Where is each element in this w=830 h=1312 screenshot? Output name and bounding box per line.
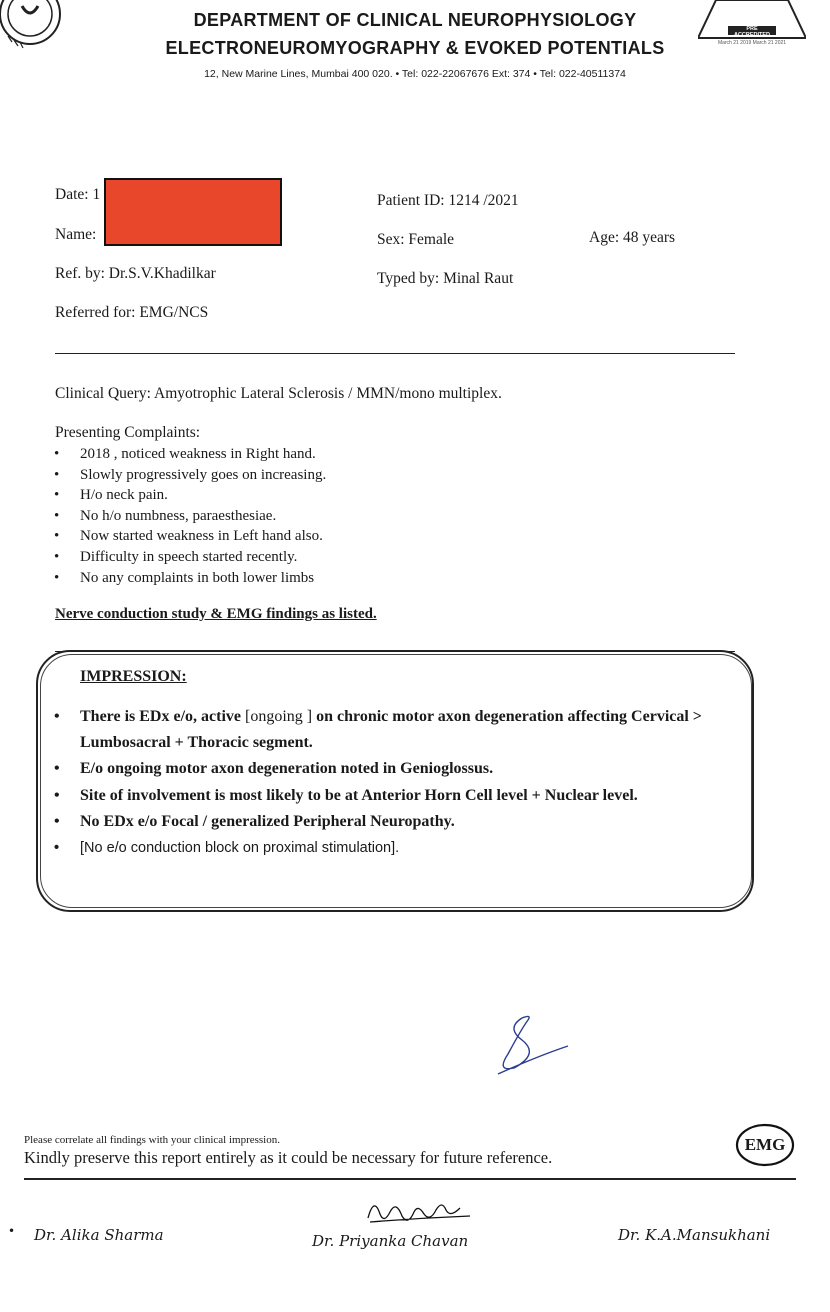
clinical-query: Clinical Query: Amyotrophic Lateral Sclerosis / MMN/mono multiplex. — [55, 385, 502, 402]
emg-logo-text: EMG — [744, 1135, 786, 1154]
department-address: 12, New Marine Lines, Mumbai 400 020. • Tel: 022-22067676 Ext: 374 • Tel: 022-40511374 — [204, 68, 626, 80]
typed-by: Typed by: Minal Raut — [377, 270, 514, 287]
impression-item: • [No e/o conduction block on proximal stimulation]. — [54, 836, 754, 862]
emg-logo — [735, 1122, 795, 1168]
complaints-title: Presenting Complaints: — [55, 424, 201, 441]
impression-item: • E/o ongoing motor axon degeneration noted in Genioglossus. — [54, 756, 754, 782]
accreditation-badge — [698, 0, 806, 50]
section-divider — [55, 353, 735, 354]
signature-mark — [490, 1010, 580, 1080]
complaint-item: • H/o neck pain. — [54, 485, 326, 506]
patient-sex: Sex: Female — [377, 231, 455, 248]
complaint-item: • Now started weakness in Left hand also. — [54, 526, 326, 547]
name-label: Name: — [55, 226, 97, 243]
referred-for: Referred for: EMG/NCS — [55, 304, 209, 321]
complaint-item: • No any complaints in both lower limbs — [54, 568, 326, 589]
department-title: DEPARTMENT OF CLINICAL NEUROPHYSIOLOGY — [193, 10, 637, 30]
footer-bullet: • — [8, 1224, 16, 1238]
impression-title: IMPRESSION: — [80, 668, 187, 685]
findings-note: Nerve conduction study & EMG findings as listed. — [55, 606, 377, 622]
redaction-box — [104, 178, 282, 246]
badge-text: PRE ACCREDITED — [733, 26, 771, 38]
footer-divider — [24, 1178, 796, 1180]
department-subtitle: ELECTRONEUROMYOGRAPHY & EVOKED POTENTIALS — [165, 38, 665, 58]
signature-priyanka — [360, 1192, 480, 1228]
complaint-item: • Difficulty in speech started recently. — [54, 547, 326, 568]
complaint-item: • 2018 , noticed weakness in Right hand. — [54, 444, 326, 465]
footer-note-small: Please correlate all findings with your clinical impression. — [24, 1134, 280, 1146]
impression-item: • There is EDx e/o, active [ongoing ] on chronic motor axon degeneration affecting Cervical > Lumbosacral + Thoracic segment. — [54, 704, 754, 755]
doctor-mansukhani: Dr. K.A.Mansukhani — [618, 1226, 771, 1244]
impression-item: • No EDx e/o Focal / generalized Peripheral Neuropathy. — [54, 809, 754, 835]
patient-id: Patient ID: 1214 /2021 — [377, 192, 519, 209]
complaint-item: • No h/o numbness, paraesthesiae. — [54, 506, 326, 527]
footer-note-large: Kindly preserve this report entirely as it could be necessary for future reference. — [24, 1148, 553, 1167]
impression-list — [54, 704, 754, 862]
doctor-sharma: Dr. Alika Sharma — [34, 1226, 164, 1244]
doctor-chavan: Dr. Priyanka Chavan — [312, 1232, 469, 1250]
complaints-list — [54, 444, 326, 588]
badge-dates: March 21 2019 March 21 2021 — [717, 40, 787, 46]
complaint-item: • Slowly progressively goes on increasing. — [54, 465, 326, 486]
patient-age: Age: 48 years — [589, 229, 676, 246]
referred-by: Ref. by: Dr.S.V.Khadilkar — [55, 265, 216, 282]
date-label: Date: 1 — [55, 186, 101, 203]
impression-item: • Site of involvement is most likely to be at Anterior Horn Cell level + Nuclear level. — [54, 783, 754, 809]
